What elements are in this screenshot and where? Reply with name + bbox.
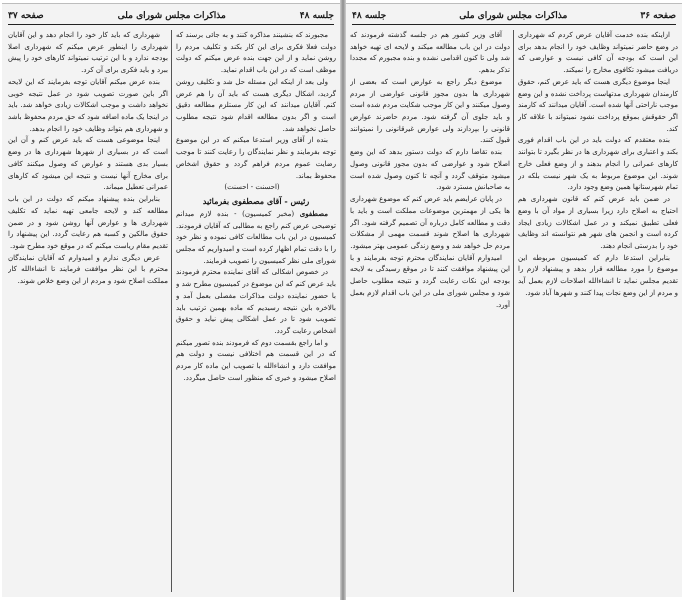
paragraph: موضوع دیگر راجع به عوارض است که بعضی از شهرداری ها بدون مجوز قانونی عوارضی از مردم وصول میکنند و این کار موجب شکایت مردم شده است و باید جلوی آن گرفته شود. مردم حاضرند عوارض قانونی را بپردازند ولی عوارض غیرقانونی را نمیتوانند قبول کنند. xyxy=(350,77,510,145)
right-page-column-left xyxy=(350,30,510,592)
right-running-title: مذاکرات مجلس شورای ملی xyxy=(459,11,568,21)
paragraph: (احسنت - احسنت) xyxy=(224,183,280,192)
paragraph: عرض دیگری ندارم و امیدوارم که آقایان نمایندگان محترم با این نظر موافقت فرمایند تا انشاءالله کار مملکت اصلاح شود و مردم از این وضع خلاص شوند. xyxy=(8,253,168,286)
right-page xyxy=(346,3,682,597)
column-divider xyxy=(513,30,514,592)
right-page-number: صفحه ۳۶ xyxy=(640,11,676,21)
paragraph: بنده از آقای وزیر استدعا میکنم که در این موضوع توجه بفرمایند و نظر نمایندگان را رعایت کنند تا موجب رضایت عموم مردم فراهم گردد و حقوق اشخاص محفوظ بماند. xyxy=(176,136,336,180)
paragraph: در ضمن باید عرض کنم که قانون شهرداری هم احتیاج به اصلاح دارد زیرا بسیاری از مواد آن با وضع فعلی تطبیق نمیکند و در عمل اشکالات زیادی ایجاد کرده است و انجمن های شهر هم نتوانسته اند وظایف خود را بدرستی انجام دهند. xyxy=(518,195,678,250)
left-running-title: مذاکرات مجلس شورای ملی xyxy=(117,11,226,21)
paragraph: امیدوارم آقایان نمایندگان محترم توجه بفرمایند و با این پیشنهاد موافقت کنند تا در موقع رسیدگی به لایحه بودجه این نکات رعایت گردد و نتیجه مطلوب حاصل شود و مجلس شورای ملی در این باب اقدام لازم بعمل آورد. xyxy=(350,253,510,309)
paragraph: در پایان عرایضم باید عرض کنم که موضوع شهرداری ها یکی از مهمترین موضوعات مملکت است و باید با دقت و مطالعه کامل درباره آن تصمیم گرفته شود. اگر شهرداری ها اصلاح شوند قسمت مهمی از مشکلات مردم حل خواهد شد و وضع زندگی عمومی بهتر میشود. xyxy=(350,195,510,250)
right-page-column-right xyxy=(518,30,678,592)
column-divider xyxy=(171,30,172,592)
paragraph: ولی بعد از اینکه این مسئله حل شد و تکلیف روشن گردید، اشکال دیگری هست که باید آن را هم عرض کنم. آقایان میدانند که این کار مستلزم مطالعه دقیق است و اگر بدون مطالعه اقدام شود نتیجه مطلوب حاصل نخواهد شد. xyxy=(176,77,336,133)
paragraph: شهرداری که باید کار خود را انجام دهد و این آقایان شهرداری را اینطور عرض میکنم که شهرداری اصلا بودجه ندارد و با این ترتیب نمیتواند کارهای خود را پیش ببرد و باید فکری برای آن کرد. xyxy=(8,31,168,75)
paragraph: بنده تقاضا دارم که دولت دستور بدهد که این وضع اصلاح شود و عوارضی که بدون مجوز قانونی وصول میشود متوقف گردد و آنچه تا کنون وصول شده است به صاحبانش مسترد شود. xyxy=(350,148,510,192)
paragraph: اینجا موضوع دیگری هست که باید عرض کنم، حقوق کارمندان شهرداری مدتهاست پرداخت نشده و این وضع موجب ناراحتی آنها شده است. آقایان میدانند که کارمند اگر حقوقش بموقع پرداخت نشود نمیتواند با علاقه کار کند. xyxy=(518,77,678,133)
right-page-header xyxy=(352,8,676,25)
left-session-label: جلسه ۴۸ xyxy=(299,11,334,21)
paragraph: بنده عرض میکنم آقایان توجه بفرمایند که این لایحه اگر باین صورت تصویب شود در عمل نتیجه خوبی نخواهد داشت و موجب اشکالات زیادی خواهد شد. باید در اینجا یک ماده اضافه شود که حق مردم محفوظ باشد و شهرداری هم بتواند وظایف خود را انجام بدهد. xyxy=(8,77,168,133)
paragraph: اینجا موضوعی هست که باید عرض کنم و آن این است که در بسیاری از شهرها شهرداری ها در وضع بسیار بدی هستند و عوارض که وصول میکنند کافی برای مخارج آنها نیست و نتیجه این میشود که کارهای عمرانی تعطیل میماند. xyxy=(8,136,168,192)
left-page-column-left xyxy=(8,30,168,592)
left-page-column-right xyxy=(176,30,336,592)
left-page xyxy=(2,3,340,597)
speaker-heading: رئیس - آقای مصطفوی بفرمائید xyxy=(202,196,310,207)
right-session-label: جلسه ۴۸ xyxy=(352,11,387,21)
left-page-header xyxy=(8,8,334,25)
paragraph: بنده معتقدم که دولت باید در این باب اقدام فوری بکند و اعتباری برای شهرداری ها در نظر بگیرد تا بتوانند کارهای عمرانی را انجام بدهند و از وضع فعلی خارج شوند. این موضوع مربوط به یک شهر نیست بلکه در تمام شهرستانها همین وضع وجود دارد. xyxy=(518,136,678,192)
left-page-number: صفحه ۳۷ xyxy=(8,11,44,21)
paragraph: و اما راجع بقسمت دوم که فرمودند بنده تصور میکنم که در این قسمت هم اختلافی نیست و دولت هم موافقت دارد و انشاءالله با تصویب این ماده کار مردم اصلاح میشود و خیری که منظور است حاصل میگردد. xyxy=(176,338,336,382)
speaker-name: مصطفوی xyxy=(299,208,328,218)
paragraph-text: (مخبر کمیسیون) - بنده لازم میدانم توضیحی عرض کنم راجع به مطالبی که آقایان فرمودند. کمیسیون در این باب مطالعات کافی نموده و نظر خود را با دقت تمام اظهار کرده است و امیدواریم که مجلس شورای ملی نظر کمیسیون را تصویب فرمایند. xyxy=(176,209,336,265)
paragraph: مجبورند که بنشینند مذاکره کنند و به جائی برسند که دولت فعلا فکری برای این کار بکند و تکلیف مردم را روشن نماید و از این جهت بنده عرض میکنم که دولت موظف است که در این باب اقدام نماید. xyxy=(176,31,336,75)
paragraph xyxy=(176,208,336,268)
paragraph: بنابراین استدعا دارم که کمیسیون مربوطه این موضوع را مورد مطالعه قرار بدهد و پیشنهاد لازم را تقدیم مجلس نماید تا انشاءالله اصلاحات لازم بعمل آید و مردم از این وضع نجات پیدا کنند و شهرها آباد شود. xyxy=(518,253,678,297)
paragraph: در خصوص اشکالی که آقای نماینده محترم فرمودند باید عرض کنم که این موضوع در کمیسیون مطرح شد و با حضور نماینده دولت مذاکرات مفصلی بعمل آمد و بالاخره باین نتیجه رسیدیم که ماده بهمین ترتیب باید تصویب شود تا در عمل اشکالی پیش نیاید و حقوق اشخاص رعایت گردد. xyxy=(176,268,336,335)
paragraph: ازاینکه بنده خدمت آقایان عرض کردم که شهرداری در وضع حاضر نمیتواند وظایف خود را انجام بدهد برای این است که بودجه آن کافی نیست و عوارضی که دریافت میشود تکافوی مخارج را نمیکند. xyxy=(518,31,678,75)
paragraph: بنابراین بنده پیشنهاد میکنم که دولت در این باب مطالعه کند و لایحه جامعی تهیه نماید که تکلیف شهرداری ها و عوارض آنها روشن شود و در ضمن حقوق مالکین و کسبه هم رعایت گردد. این پیشنهاد را تقدیم مقام ریاست میکنم که در موقع خود مطرح شود. xyxy=(8,195,168,250)
paragraph: آقای وزیر کشور هم در جلسه گذشته فرمودند که دولت در این باب مطالعه میکند و لایحه ای تهیه خواهد شد ولی تا کنون اقدامی نشده و بنده مجبورم که مجددا تذکر بدهم. xyxy=(350,31,510,75)
